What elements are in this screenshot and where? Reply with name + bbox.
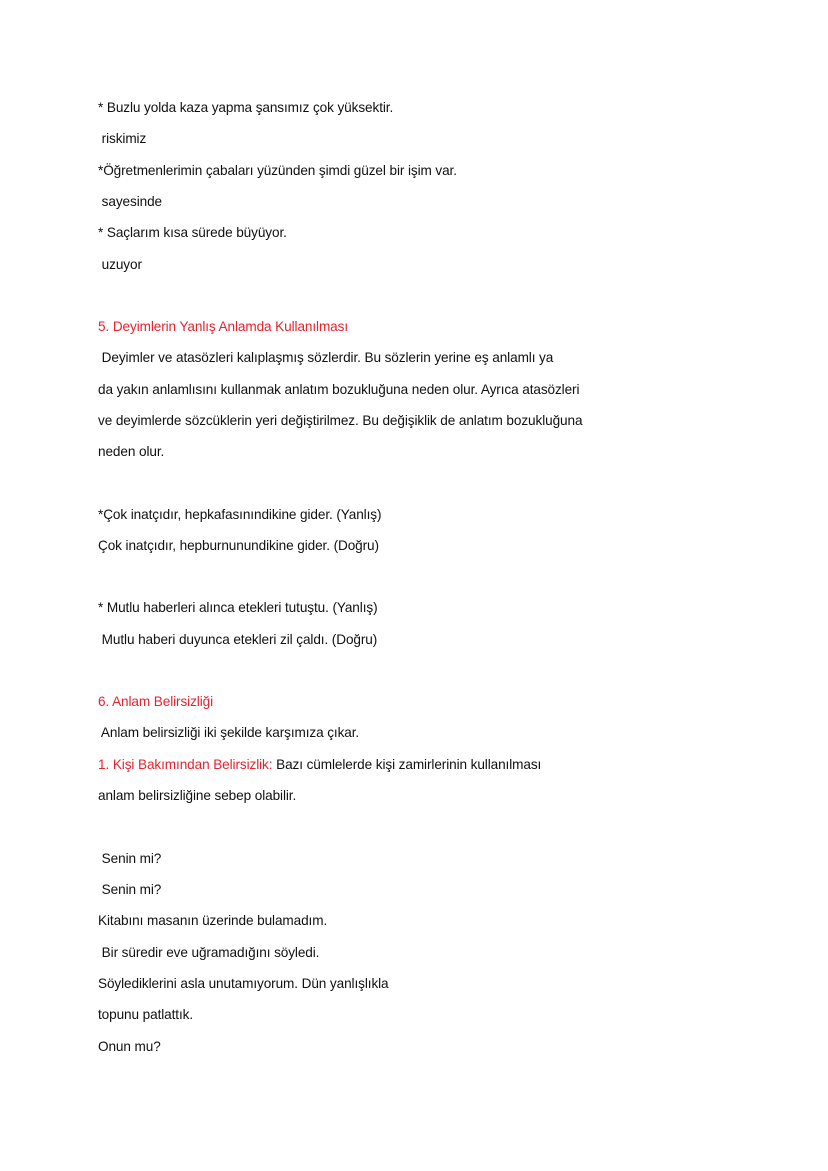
subheading-person-ambiguity: 1. Kişi Bakımından Belirsizlik: xyxy=(98,757,273,772)
ambiguity-example: Söylediklerini asla unutamıyorum. Dün yanlışlıkla xyxy=(98,976,389,991)
section-5-paragraph-line: Deyimler ve atasözleri kalıplaşmış sözlerdir. Bu sözlerin yerine eş anlamlı ya xyxy=(98,350,554,365)
idiom-example-correct: Mutlu haberi duyunca etekleri zil çaldı. (Doğru) xyxy=(98,632,378,647)
example-sentence: * Buzlu yolda kaza yapma şansımız çok yüksektir. xyxy=(98,100,394,115)
idiom-example-wrong: * Mutlu haberleri alınca etekleri tutuştu. (Yanlış) xyxy=(98,600,378,615)
correction-word: sayesinde xyxy=(98,194,162,209)
example-sentence: *Öğretmenlerimin çabaları yüzünden şimdi güzel bir işim var. xyxy=(98,163,457,178)
idiom-example-wrong: *Çok inatçıdır, hepkafasınındikine gider. (Yanlış) xyxy=(98,507,382,522)
section-6-description-line: anlam belirsizliğine sebep olabilir. xyxy=(98,788,297,803)
ambiguity-example: Senin mi? xyxy=(98,851,162,866)
ambiguity-example: Onun mu? xyxy=(98,1039,161,1054)
subheading-description: Bazı cümlelerde kişi zamirlerinin kullanılması xyxy=(272,757,542,772)
ambiguity-example: Kitabını masanın üzerinde bulamadım. xyxy=(98,913,328,928)
ambiguity-example: Bir süredir eve uğramadığını söyledi. xyxy=(98,945,320,960)
idiom-example-correct: Çok inatçıdır, hepburnunundikine gider. (Doğru) xyxy=(98,538,379,553)
section-5-paragraph-line: ve deyimlerde sözcüklerin yeri değiştirilmez. Bu değişiklik de anlatım bozukluğuna xyxy=(98,413,583,428)
example-sentence: * Saçlarım kısa sürede büyüyor. xyxy=(98,225,287,240)
ambiguity-example: Senin mi? xyxy=(98,882,162,897)
section-5-heading: 5. Deyimlerin Yanlış Anlamda Kullanılması xyxy=(98,319,349,334)
section-5-paragraph-line: da yakın anlamlısını kullanmak anlatım bozukluğuna neden olur. Ayrıca atasözleri xyxy=(98,382,580,397)
correction-word: uzuyor xyxy=(98,257,142,272)
ambiguity-example: topunu patlattık. xyxy=(98,1007,194,1022)
section-5-paragraph-line: neden olur. xyxy=(98,444,165,459)
section-6-intro: Anlam belirsizliği iki şekilde karşımıza çıkar. xyxy=(98,725,360,740)
correction-word: riskimiz xyxy=(98,131,147,146)
section-6-heading: 6. Anlam Belirsizliği xyxy=(98,694,213,709)
section-6-subheading-line xyxy=(98,756,541,774)
